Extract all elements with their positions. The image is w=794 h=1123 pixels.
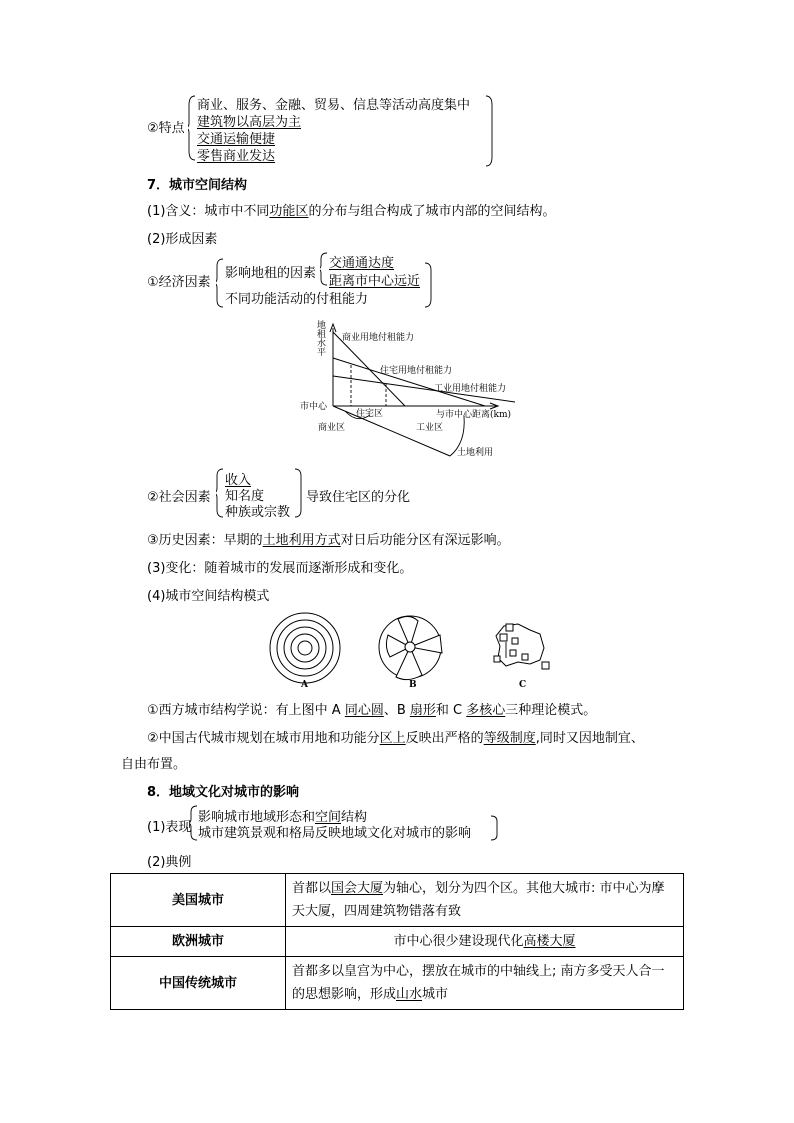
- section-7-heading: 7．城市空间结构: [147, 178, 248, 193]
- residential-label: 住宅用地付租能力: [380, 366, 453, 376]
- landuse-label: 土地利用: [457, 448, 494, 458]
- s7-meaning: (1)含义：城市中不同功能区的分布与组合构成了城市内部的空间结构。: [147, 204, 556, 219]
- industrial-label: 工业用地付租能力: [434, 384, 507, 394]
- econ-label: ①经济因素: [147, 275, 211, 290]
- model-c-multinuclei: [490, 620, 552, 674]
- s7-change: (3)变化：随着城市的发展而逐渐形成和变化。: [147, 561, 413, 576]
- row-desc: 首都多以皇宫为中心，摆放在城市的中轴线上; 南方多受天人合一的思想影响，形成山水城市: [286, 957, 684, 1010]
- features-item-1: 商业、服务、金融、贸易、信息等活动高度集中: [197, 98, 471, 113]
- ylabel-4: 平: [317, 348, 327, 358]
- ylabel-1: 地: [317, 321, 327, 331]
- features-item-2: 建筑物以高层为主: [197, 115, 302, 130]
- ylabel-3: 水: [317, 339, 327, 349]
- s7-history: ③历史因素：早期的土地利用方式对日后功能分区有深远影响。: [147, 533, 510, 548]
- city-examples-table: [110, 873, 684, 1010]
- features-left-brace: [188, 95, 196, 161]
- model-c-label: C: [519, 680, 527, 690]
- section-8-heading: 8．地域文化对城市的影响: [147, 785, 300, 800]
- s8-show-label: (1)表现: [147, 820, 192, 835]
- social-label: ②社会因素: [147, 490, 211, 505]
- features-item-3: 交通运输便捷: [197, 132, 276, 147]
- econ-rent-right-brace: [424, 262, 432, 308]
- social-right-brace: [294, 468, 302, 518]
- s8-show-item-2: 城市建筑景观和格局反映地域文化对城市的影响: [198, 826, 472, 841]
- s7-factors: (2)形成因素: [147, 232, 218, 247]
- features-item-4: 零售商业发达: [197, 149, 276, 164]
- social-item-2: 知名度: [225, 489, 265, 504]
- s7-modes: (4)城市空间结构模式: [147, 589, 270, 604]
- row-desc: 首都以国会大厦为轴心，划分为四个区。其他大城市: 市中心为摩天大厦，四周建筑物错落有致: [286, 874, 684, 927]
- table-row: [111, 874, 684, 927]
- zone-com-label: 商业区: [318, 423, 346, 433]
- social-item-3: 种族或宗教: [225, 505, 291, 520]
- row-name: 欧洲城市: [111, 927, 286, 957]
- econ-pay: 不同功能活动的付租能力: [225, 292, 369, 307]
- commerce-label: 商业用地付租能力: [342, 333, 415, 343]
- model-b-sector: [378, 613, 450, 683]
- s8-show-item-1: 影响城市地域形态和空间结构: [198, 810, 368, 825]
- s8-right-brace: [490, 815, 498, 841]
- row-name: 中国传统城市: [111, 957, 286, 1010]
- social-item-1: 收入: [225, 473, 252, 488]
- table-row: [111, 927, 684, 957]
- model-a-label: A: [301, 680, 308, 690]
- social-brace: [216, 468, 224, 518]
- table-row: [111, 957, 684, 1010]
- s7-chinese-line2: 自由布置。: [121, 757, 187, 772]
- features-right-brace: [485, 95, 493, 167]
- econ-rent: 影响地租的因素: [225, 266, 317, 281]
- model-b-label: B: [409, 680, 417, 690]
- model-a-concentric: [268, 611, 344, 691]
- s7-western: ①西方城市结构学说：有上图中 A 同心圆、B 扇形和 C 多核心三种理论模式。: [147, 703, 597, 718]
- zone-ind-label: 工业区: [416, 423, 444, 433]
- econ-brace: [216, 258, 224, 308]
- econ-rent-item-2: 距离市中心远近: [329, 274, 421, 289]
- s8-example-label: (2)典例: [147, 855, 192, 870]
- row-name: 美国城市: [111, 874, 286, 927]
- econ-rent-item-1: 交通通达度: [329, 256, 395, 271]
- zone-res-label: 住宅区: [356, 409, 384, 419]
- s8-left-brace: [190, 805, 198, 841]
- ylabel-2: 租: [317, 330, 327, 340]
- features-label: ②特点: [147, 121, 185, 136]
- social-result: 导致住宅区的分化: [306, 490, 411, 505]
- rent-diagram: [300, 318, 540, 466]
- center-label: 市中心: [300, 402, 328, 412]
- econ-rent-brace: [320, 252, 328, 286]
- s7-chinese: ②中国古代城市规划在城市用地和功能分区上反映出严格的等级制度,同时又因地制宜、: [147, 731, 644, 746]
- row-desc: 市中心很少建设现代化高楼大厦: [286, 927, 684, 957]
- xlabel: 与市中心距离(km): [436, 410, 512, 420]
